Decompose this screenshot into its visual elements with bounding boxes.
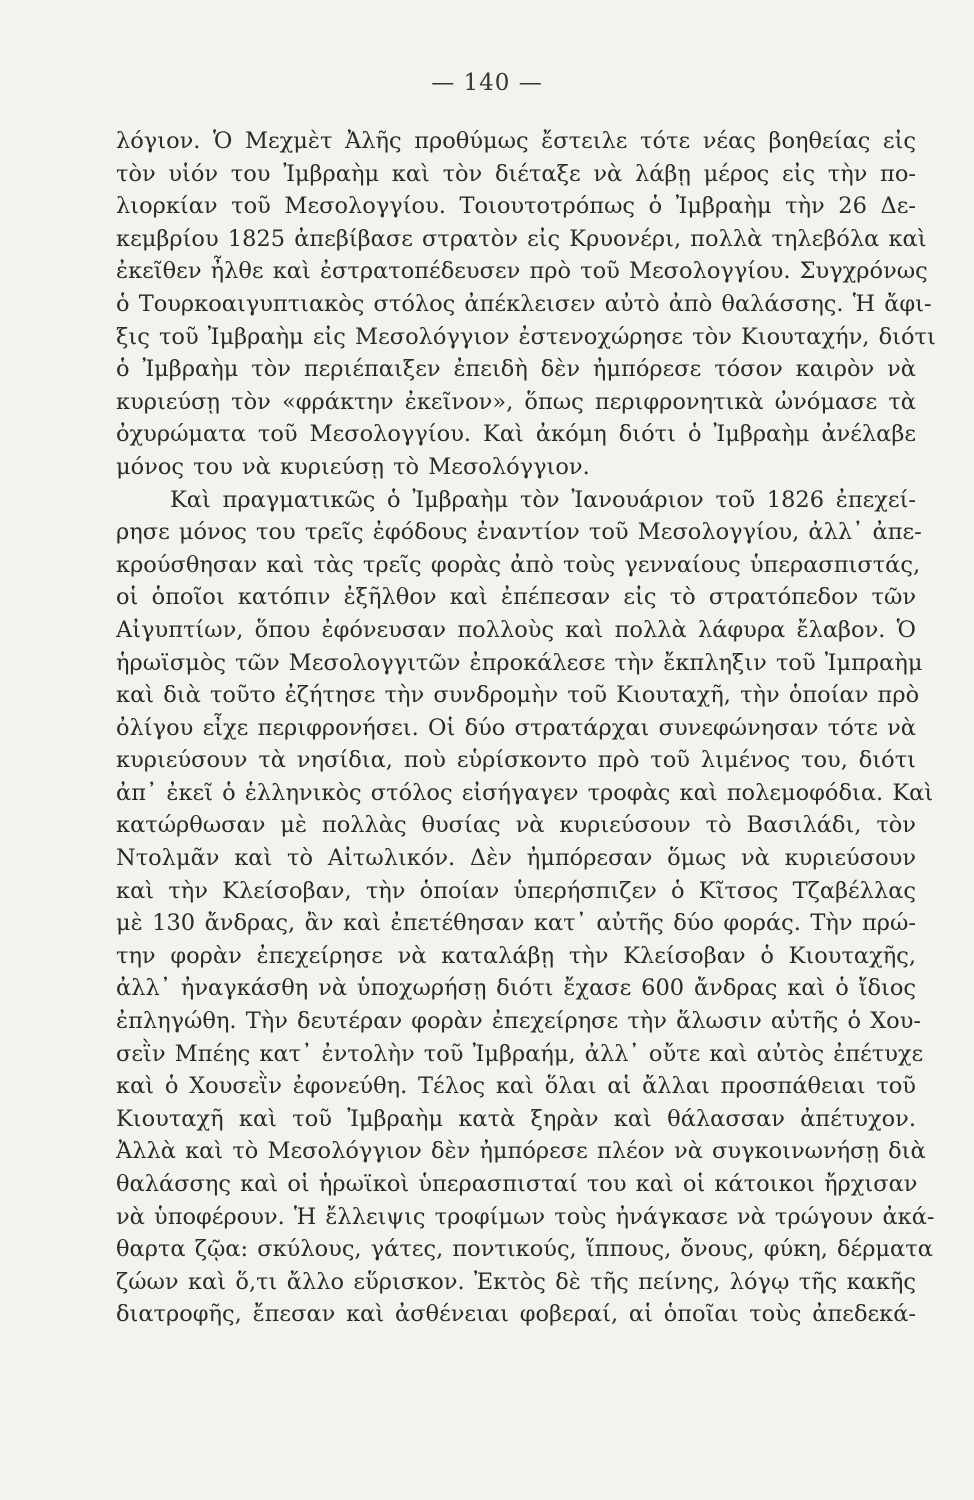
text-line: ξις τοῦ Ἰμβραὴμ εἰς Μεσολόγγιον ἐστενοχώρησε τὸν Κιουταχήν, διότι [116, 323, 936, 350]
text-line: ἐπληγώθη. Τὴν δευτέραν φορὰν ἐπεχείρησε τὴν ἅλωσιν αὐτῆς ὁ Χου- [116, 1008, 922, 1035]
body-text [116, 125, 936, 1331]
text-line: κατώρθωσαν μὲ πολλὰς θυσίας νὰ κυριεύσουν τὸ Βασιλάδι, τὸν [116, 812, 916, 839]
text-line: καὶ τὴν Κλείσοβαν, τὴν ὁποίαν ὑπερήσπιζεν ὁ Κῖτσος Τζαβέλλας [116, 877, 916, 904]
text-line: τὸν υἱόν του Ἰμβραὴμ καὶ τὸν διέταξε νὰ λάβῃ μέρος εἰς τὴν πο- [116, 160, 916, 187]
text-line: ὁ Τουρκοαιγυπτιακὸς στόλος ἀπέκλεισεν αὐτὸ ἀπὸ θαλάσσης. Ἡ ἄφι- [116, 290, 932, 317]
text-line: Ἀλλὰ καὶ τὸ Μεσολόγγιον δὲν ἠμπόρεσε πλέον νὰ συγκοινωνήσῃ διὰ [116, 1138, 926, 1165]
text-line: θαλάσσης καὶ οἱ ἡρωϊκοὶ ὑπερασπισταί του καὶ οἱ κάτοικοι ἤρχισαν [116, 1171, 918, 1197]
text-line: Κιουταχῆ καὶ τοῦ Ἰμβραὴμ κατὰ ξηρὰν καὶ θάλασσαν ἀπέτυχον. [116, 1105, 916, 1132]
text-line: κυριεύσῃ τὸν «φράκτην ἐκεῖνον», ὅπως περιφρονητικὰ ὠνόμασε τὰ [116, 388, 916, 415]
text-line: λόγιον. Ὁ Μεχμὲτ Ἀλῆς προθύμως ἔστειλε τότε νέας βοηθείας εἰς [116, 128, 916, 154]
text-line: ζώων καὶ ὅ,τι ἄλλο εὕρισκον. Ἐκτὸς δὲ τῆς πείνης, λόγῳ τῆς κακῆς [116, 1268, 916, 1295]
text-line: ὁ Ἰμβραὴμ τὸν περιέπαιξεν ἐπειδὴ δὲν ἠμπόρεσε τόσον καιρὸν νὰ [116, 356, 916, 383]
text-line: διατροφῆς, ἔπεσαν καὶ ἀσθένειαι φοβεραί, αἱ ὁποῖαι τοὺς ἀπεδεκά- [116, 1301, 916, 1328]
text-line: κυριεύσουν τὰ νησίδια, ποὺ εὑρίσκοντο πρὸ τοῦ λιμένος του, διότι [116, 747, 916, 774]
text-line: ἀπ᾽ ἐκεῖ ὁ ἑλληνικὸς στόλος εἰσήγαγεν τροφὰς καὶ πολεμοφόδια. Καὶ [116, 779, 934, 806]
text-line: καὶ διὰ τοῦτο ἐζήτησε τὴν συνδρομὴν τοῦ Κιουταχῆ, τὴν ὁποίαν πρὸ [116, 682, 920, 709]
paragraph-start-line: Καὶ πραγματικῶς ὁ Ἰμβραὴμ τὸν Ἰανουάριον τοῦ 1826 ἐπεχεί- [170, 486, 916, 513]
text-line: ὀλίγου εἶχε περιφρονήσει. Οἱ δύο στρατάρχαι συνεφώνησαν τότε νὰ [116, 714, 916, 741]
text-line: σεῒν Μπέης κατ᾽ ἐντολὴν τοῦ Ἰμβραήμ, ἀλλ᾽ οὔτε καὶ αὐτὸς ἐπέτυχε [116, 1040, 924, 1067]
text-line: κρούσθησαν καὶ τὰς τρεῖς φορὰς ἀπὸ τοὺς γενναίους ὑπερασπιστάς, [116, 551, 921, 578]
text-line: ἐκεῖθεν ἦλθε καὶ ἐστρατοπέδευσεν πρὸ τοῦ Μεσολογγίου. Συγχρόνως [116, 258, 928, 285]
page-number: — 140 — [431, 70, 543, 96]
text-line: οἱ ὁποῖοι κατόπιν ἐξῆλθον καὶ ἐπέπεσαν εἰς τὸ στρατόπεδον τῶν [116, 584, 916, 611]
text-line: νὰ ὑποφέρουν. Ἡ ἔλλειψις τροφίμων τοὺς ἠνάγκασε νὰ τρώγουν ἀκά- [116, 1203, 935, 1230]
text-line: καὶ ὁ Χουσεῒν ἐφονεύθη. Τέλος καὶ ὅλαι αἱ ἄλλαι προσπάθειαι τοῦ [116, 1073, 916, 1100]
text-line: την φορὰν ἐπεχείρησε νὰ καταλάβῃ τὴν Κλείσοβαν ὁ Κιουταχῆς, [116, 942, 916, 969]
text-line: ὀχυρώματα τοῦ Μεσολογγίου. Καὶ ἀκόμη διότι ὁ Ἰμβραὴμ ἀνέλαβε [116, 421, 916, 448]
text-line: λιορκίαν τοῦ Μεσολογγίου. Τοιουτοτρόπως ὁ Ἰμβραὴμ τὴν 26 Δε- [116, 193, 916, 220]
text-line: κεμβρίου 1825 ἀπεβίβασε στρατὸν εἰς Κρυονέρι, πολλὰ τηλεβόλα καὶ [116, 225, 927, 252]
paragraph-end-line: μόνος του νὰ κυριεύσῃ τὸ Μεσολόγγιον. [116, 453, 590, 480]
text-line: ἡρωϊσμὸς τῶν Μεσολογγιτῶν ἐπροκάλεσε τὴν ἔκπληξιν τοῦ Ἰμπραὴμ [116, 649, 923, 676]
text-line: Ντολμᾶν καὶ τὸ Αἰτωλικόν. Δὲν ἠμπόρεσαν ὅμως νὰ κυριεύσουν [116, 845, 916, 872]
text-line: ἀλλ᾽ ἠναγκάσθη νὰ ὑποχωρήσῃ διότι ἔχασε 600 ἄνδρας καὶ ὁ ἴδιος [116, 975, 916, 1002]
text-line: θαρτα ζῷα: σκύλους, γάτες, ποντικούς, ἵππους, ὄνους, φύκη, δέρματα [116, 1236, 933, 1263]
text-line: μὲ 130 ἄνδρας, ἂν καὶ ἐπετέθησαν κατ᾽ αὐτῆς δύο φοράς. Τὴν πρώ- [116, 910, 916, 937]
text-line: Αἰγυπτίων, ὅπου ἐφόνευσαν πολλοὺς καὶ πολλὰ λάφυρα ἔλαβον. Ὁ [116, 616, 916, 643]
text-line: ρησε μόνος του τρεῖς ἐφόδους ἐναντίον τοῦ Μεσολογγίου, ἀλλ᾽ ἀπε- [116, 519, 922, 546]
